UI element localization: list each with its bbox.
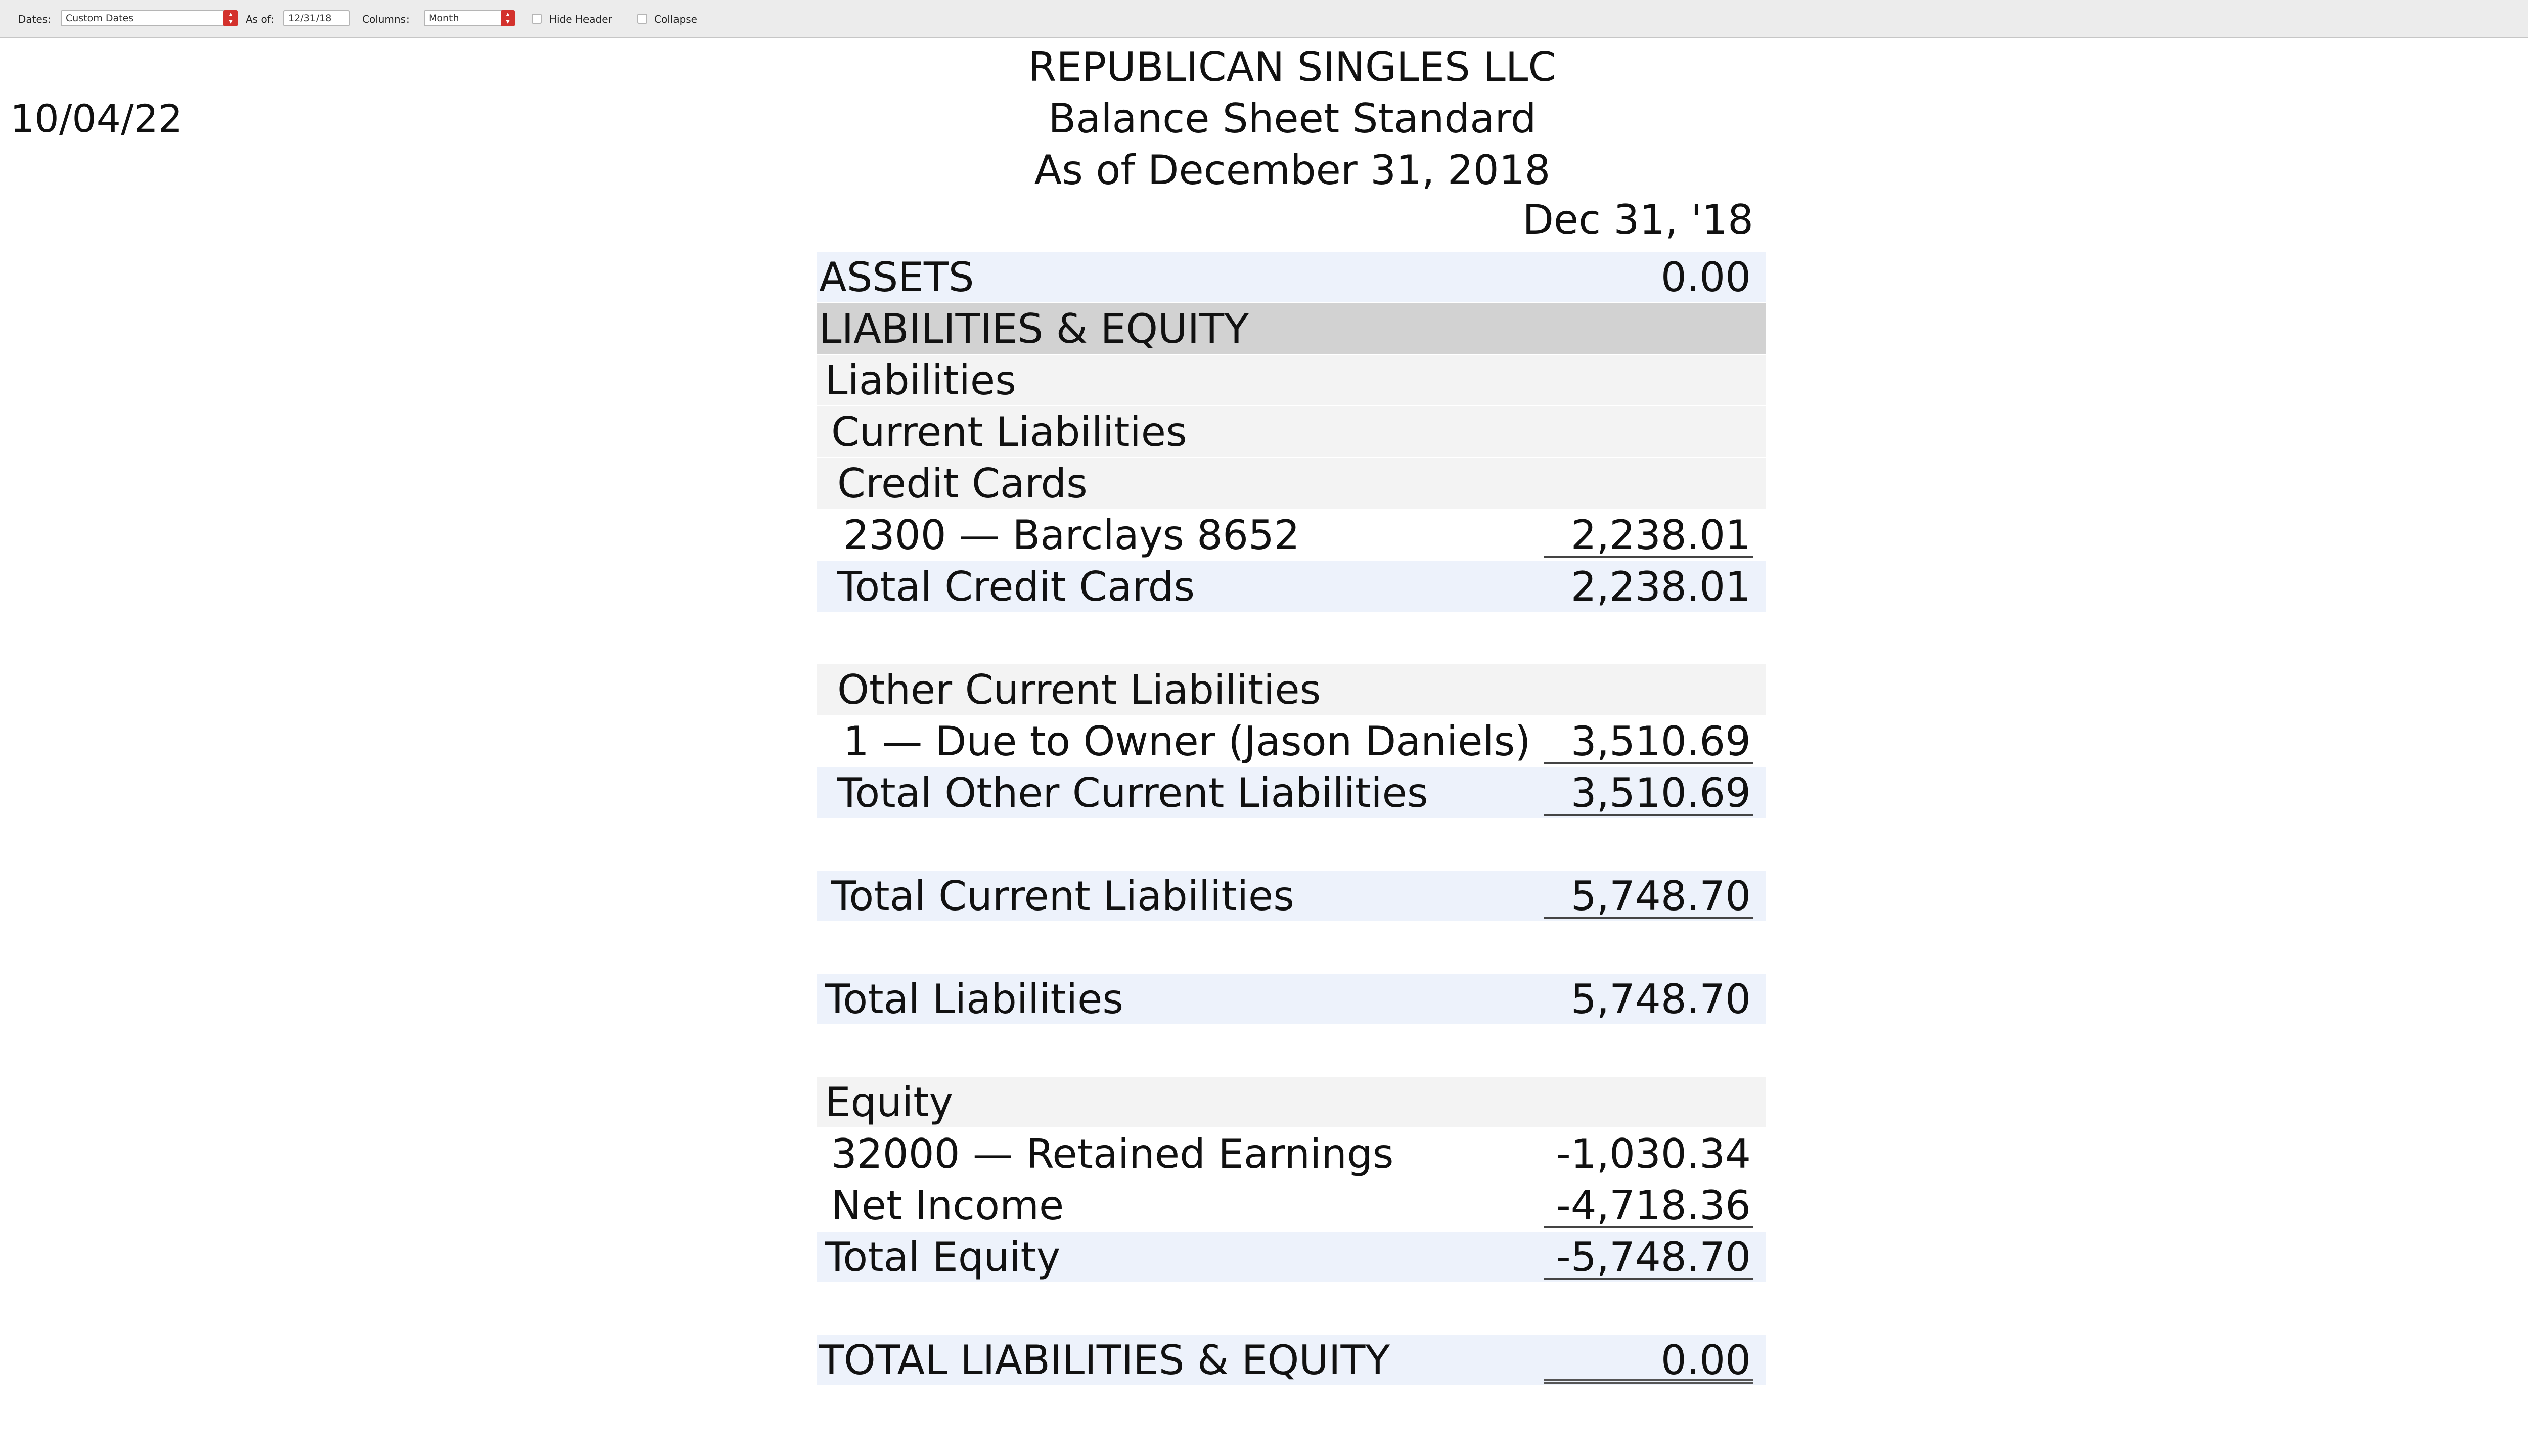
report-row-liabilities[interactable] (817, 355, 1766, 405)
row-amount: -1,030.34 (1556, 1130, 1751, 1177)
subtotal-underline (1544, 1278, 1753, 1280)
row-label: Liabilities (825, 357, 1016, 404)
asof-label: As of: (246, 13, 274, 25)
report-row-total-equity[interactable] (817, 1232, 1766, 1282)
row-label: ASSETS (819, 254, 974, 301)
row-amount: 5,748.70 (1570, 976, 1751, 1023)
report-row-equity[interactable] (817, 1077, 1766, 1127)
select-arrows-icon: ▴ ▾ (223, 10, 238, 26)
row-amount: 3,510.69 (1570, 769, 1751, 816)
columns-select[interactable] (424, 10, 515, 26)
row-amount: 0.00 (1660, 1337, 1751, 1384)
subtotal-underline (1544, 556, 1753, 558)
report-row-liabilities-equity-header[interactable] (817, 303, 1766, 354)
report-row-total-credit-cards[interactable] (817, 561, 1766, 612)
row-label: LIABILITIES & EQUITY (819, 305, 1249, 352)
report-row-net-income[interactable] (817, 1180, 1766, 1231)
report-title: Balance Sheet Standard (1048, 95, 1537, 142)
dates-label: Dates: (18, 13, 51, 25)
report-row-total-liabilities-equity[interactable] (817, 1335, 1766, 1385)
row-label: TOTAL LIABILITIES & EQUITY (819, 1337, 1390, 1384)
report-row-retained-earnings[interactable] (817, 1128, 1766, 1179)
row-amount: 3,510.69 (1570, 718, 1751, 765)
asof-date-value: 12/31/18 (288, 13, 332, 24)
collapse-checkbox[interactable] (637, 14, 647, 24)
subtotal-underline (1544, 917, 1753, 919)
row-label: Total Liabilities (825, 976, 1124, 1023)
grand-total-double-underline (1544, 1379, 1753, 1384)
report-row-due-to-owner[interactable] (817, 716, 1766, 766)
row-label: Other Current Liabilities (837, 666, 1321, 713)
row-label: Equity (825, 1079, 953, 1126)
subtotal-underline (1544, 814, 1753, 816)
row-amount: 5,748.70 (1570, 873, 1751, 920)
report-row-assets[interactable] (817, 252, 1766, 302)
row-amount: 2,238.01 (1570, 563, 1751, 610)
select-arrows-icon: ▴ ▾ (501, 10, 515, 26)
print-date: 10/04/22 (10, 96, 183, 141)
row-label: Total Equity (825, 1234, 1061, 1281)
report-row-total-liabilities[interactable] (817, 974, 1766, 1024)
row-label: 1 — Due to Owner (Jason Daniels) (843, 718, 1531, 765)
subtotal-underline (1544, 1226, 1753, 1228)
report-row-other-current-liabilities[interactable] (817, 664, 1766, 715)
asof-date-field[interactable] (283, 10, 350, 26)
row-amount: 0.00 (1660, 254, 1751, 301)
row-label: Current Liabilities (831, 408, 1187, 456)
row-amount: 2,238.01 (1570, 512, 1751, 559)
row-label: 32000 — Retained Earnings (831, 1130, 1394, 1177)
report-row-current-liabilities[interactable] (817, 406, 1766, 457)
hide-header-checkbox[interactable] (532, 14, 542, 24)
hide-header-label[interactable]: Hide Header (549, 13, 612, 25)
company-name: REPUBLICAN SINGLES LLC (1028, 43, 1557, 90)
report-row-barclays[interactable] (817, 510, 1766, 560)
dates-select-value: Custom Dates (66, 13, 134, 24)
columns-label: Columns: (362, 13, 410, 25)
subtotal-underline (1544, 762, 1753, 764)
dates-select[interactable] (61, 10, 238, 26)
row-label: Credit Cards (837, 460, 1088, 507)
report-toolbar (0, 0, 2528, 38)
row-amount: -5,748.70 (1556, 1234, 1751, 1281)
columns-select-value: Month (429, 13, 459, 24)
report-period: As of December 31, 2018 (1034, 147, 1551, 194)
row-label: Total Credit Cards (837, 563, 1195, 610)
row-label: Total Other Current Liabilities (837, 769, 1428, 816)
column-header-date: Dec 31, '18 (1522, 196, 1753, 243)
collapse-label[interactable]: Collapse (654, 13, 697, 25)
row-amount: -4,718.36 (1556, 1182, 1751, 1229)
row-label: Total Current Liabilities (831, 873, 1294, 920)
report-row-total-current-liabilities[interactable] (817, 871, 1766, 921)
report-row-total-other-current-liabilities[interactable] (817, 767, 1766, 818)
report-row-credit-cards[interactable] (817, 458, 1766, 509)
row-label: 2300 — Barclays 8652 (843, 512, 1300, 559)
row-label: Net Income (831, 1182, 1064, 1229)
